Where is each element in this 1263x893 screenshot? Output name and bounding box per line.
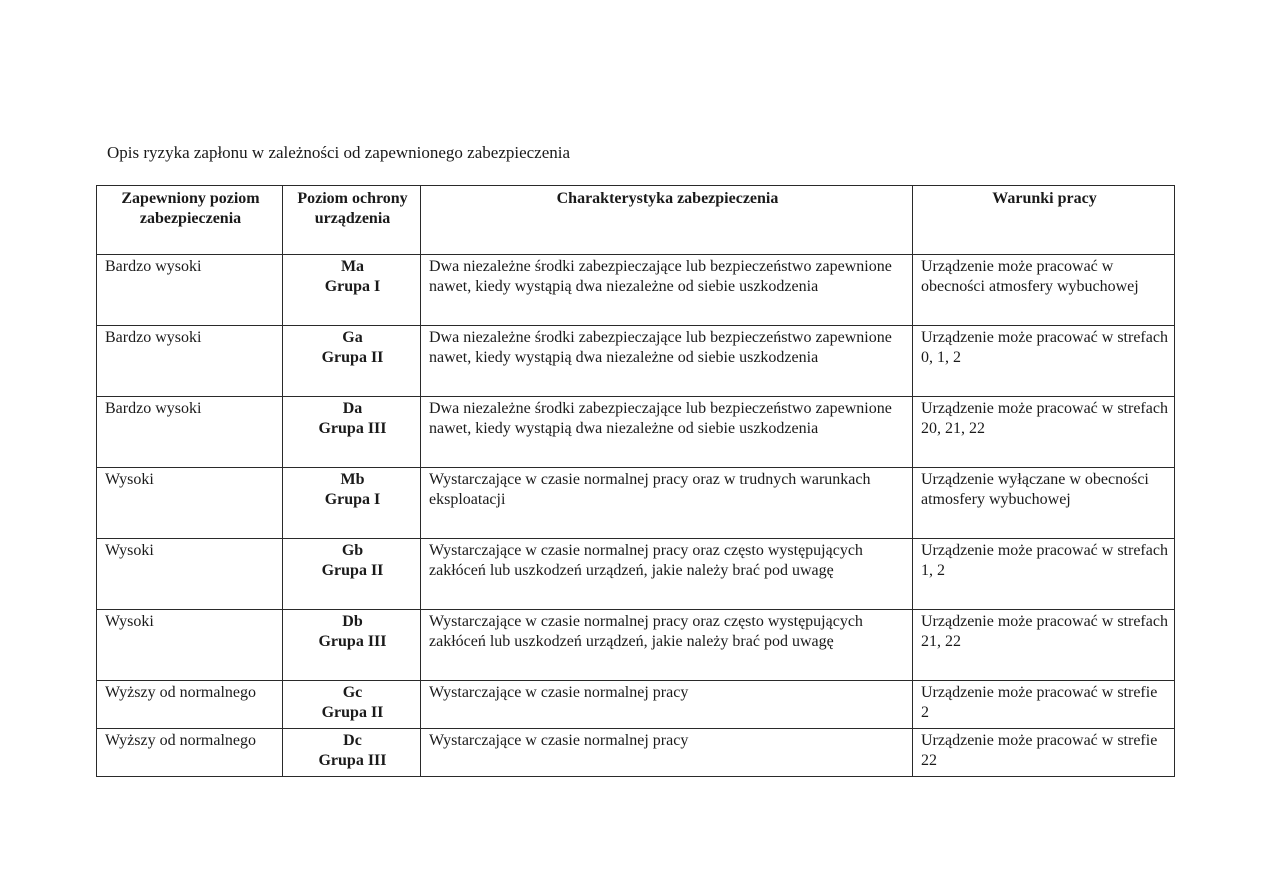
table-row — [97, 255, 1175, 326]
table-header-row — [97, 186, 1175, 255]
cell-conditions: Urządzenie może pracować w strefach 1, 2 — [913, 539, 1175, 610]
equipment-group: Grupa I — [324, 491, 381, 508]
cell-conditions: Urządzenie może pracować w obecności atmosfery wybuchowej — [913, 255, 1175, 326]
cell-protection-level: Wysoki — [97, 610, 283, 681]
cell-characteristic: Wystarczające w czasie normalnej pracy oraz często występujących zakłóceń lub uszkodzeń urządzeń, jakie należy brać pod uwagę — [421, 539, 913, 610]
table-row — [97, 610, 1175, 681]
epl-code: Db — [342, 613, 363, 630]
protection-table — [96, 185, 1175, 777]
cell-conditions: Urządzenie wyłączane w obecności atmosfery wybuchowej — [913, 468, 1175, 539]
epl-code: Ma — [340, 258, 365, 275]
equipment-group: Grupa I — [324, 278, 381, 295]
equipment-group: Grupa III — [318, 633, 387, 650]
equipment-group: Grupa II — [321, 562, 384, 579]
equipment-group: Grupa II — [321, 349, 384, 366]
cell-protection-level: Wyższy od normalnego — [97, 729, 283, 777]
cell-conditions: Urządzenie może pracować w strefach 20, 21, 22 — [913, 397, 1175, 468]
header-characteristic: Charakterystyka zabezpieczenia — [421, 186, 913, 255]
equipment-group: Grupa III — [318, 752, 387, 769]
table-row — [97, 539, 1175, 610]
cell-equipment-level — [283, 681, 421, 729]
table-caption: Opis ryzyka zapłonu w zależności od zapewnionego zabezpieczenia — [107, 143, 571, 162]
cell-equipment-level — [283, 610, 421, 681]
cell-protection-level: Bardzo wysoki — [97, 397, 283, 468]
cell-equipment-level — [283, 539, 421, 610]
header-protection-level: Zapewniony poziom zabezpieczenia — [97, 186, 283, 255]
header-conditions: Warunki pracy — [913, 186, 1175, 255]
table-row — [97, 468, 1175, 539]
cell-protection-level: Bardzo wysoki — [97, 255, 283, 326]
epl-code: Gc — [342, 684, 363, 701]
cell-conditions: Urządzenie może pracować w strefach 21, 22 — [913, 610, 1175, 681]
equipment-group: Grupa II — [321, 704, 384, 721]
cell-characteristic: Dwa niezależne środki zabezpieczające lub bezpieczeństwo zapewnione nawet, kiedy wystąpią dwa niezależne od siebie uszkodzenia — [421, 397, 913, 468]
cell-characteristic: Dwa niezależne środki zabezpieczające lub bezpieczeństwo zapewnione nawet, kiedy wystąpią dwa niezależne od siebie uszkodzenia — [421, 255, 913, 326]
table-row — [97, 326, 1175, 397]
cell-equipment-level — [283, 255, 421, 326]
epl-code: Da — [342, 400, 363, 417]
cell-conditions: Urządzenie może pracować w strefie 22 — [913, 729, 1175, 777]
table-row — [97, 729, 1175, 777]
cell-characteristic: Wystarczające w czasie normalnej pracy — [421, 681, 913, 729]
cell-conditions: Urządzenie może pracować w strefie 2 — [913, 681, 1175, 729]
cell-protection-level: Bardzo wysoki — [97, 326, 283, 397]
table-row — [97, 681, 1175, 729]
cell-equipment-level — [283, 468, 421, 539]
equipment-group: Grupa III — [318, 420, 387, 437]
cell-conditions: Urządzenie może pracować w strefach 0, 1, 2 — [913, 326, 1175, 397]
cell-protection-level: Wyższy od normalnego — [97, 681, 283, 729]
cell-equipment-level — [283, 326, 421, 397]
cell-characteristic: Wystarczające w czasie normalnej pracy — [421, 729, 913, 777]
cell-protection-level: Wysoki — [97, 539, 283, 610]
epl-code: Ga — [342, 329, 363, 346]
epl-code: Gb — [341, 542, 364, 559]
epl-code: Dc — [343, 732, 362, 749]
header-equipment-level: Poziom ochrony urządzenia — [283, 186, 421, 255]
cell-characteristic: Wystarczające w czasie normalnej pracy oraz często występujących zakłóceń lub uszkodzeń urządzeń, jakie należy brać pod uwagę — [421, 610, 913, 681]
cell-protection-level: Wysoki — [97, 468, 283, 539]
cell-characteristic: Dwa niezależne środki zabezpieczające lub bezpieczeństwo zapewnione nawet, kiedy wystąpią dwa niezależne od siebie uszkodzenia — [421, 326, 913, 397]
cell-equipment-level — [283, 729, 421, 777]
table-row — [97, 397, 1175, 468]
cell-equipment-level — [283, 397, 421, 468]
epl-code: Mb — [340, 471, 365, 488]
cell-characteristic: Wystarczające w czasie normalnej pracy oraz w trudnych warunkach eksploatacji — [421, 468, 913, 539]
